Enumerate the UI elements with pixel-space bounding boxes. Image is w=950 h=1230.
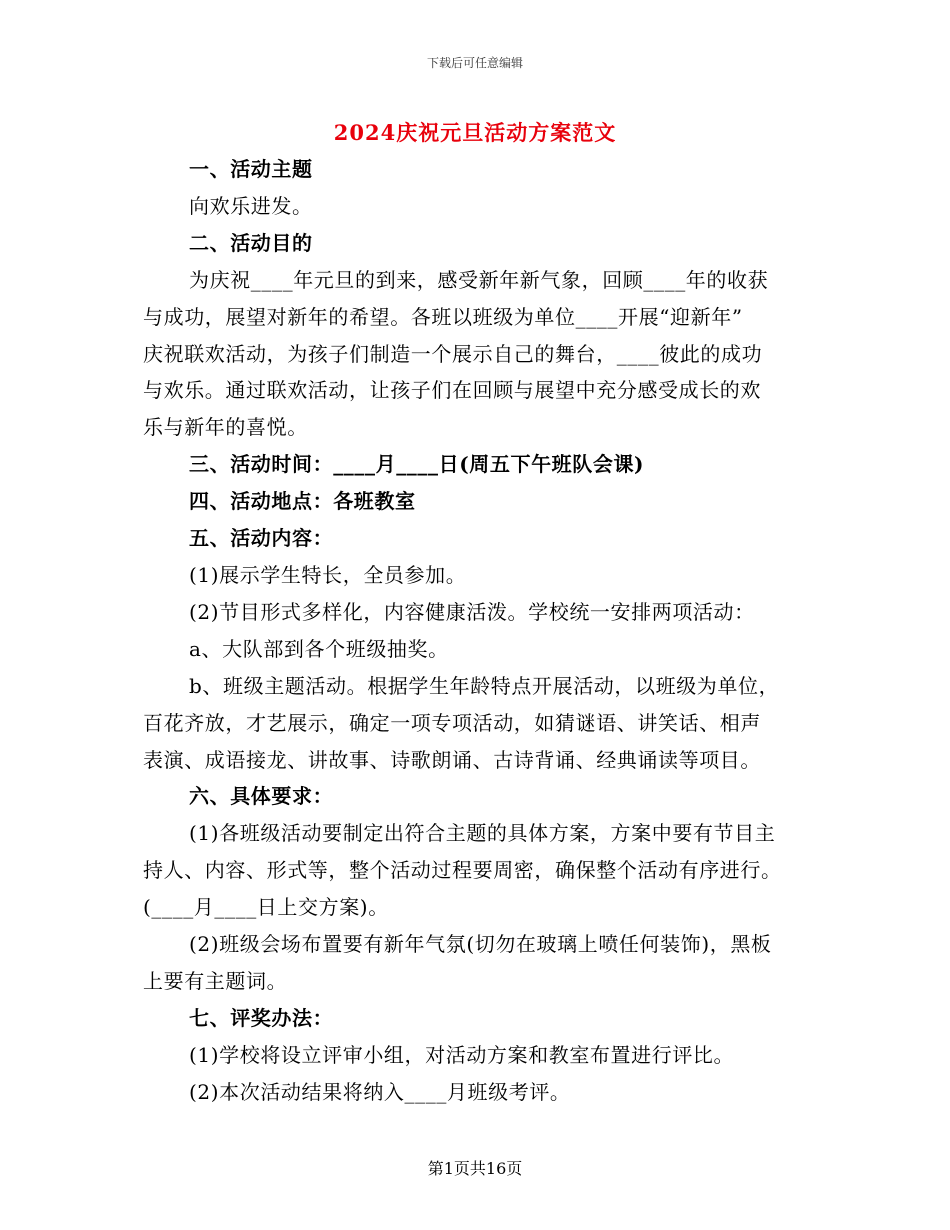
paragraph-line: 表演、成语接龙、讲故事、诗歌朗诵、古诗背诵、经典诵读等项目。 (143, 747, 761, 772)
paragraph-line: 庆祝联欢活动，为孩子们制造一个展示自己的舞台，____彼此的成功 (143, 341, 763, 366)
section-heading: 二、活动目的 (189, 230, 313, 255)
section-heading: 六、具体要求： (189, 784, 334, 809)
paragraph-line: 向欢乐进发。 (189, 193, 313, 218)
paragraph-line: (2)班级会场布置要有新年气氛(切勿在玻璃上喷任何装饰)，黑板 (189, 932, 772, 957)
section-heading: 七、评奖办法： (189, 1005, 334, 1030)
paragraph-line: 与成功，展望对新年的希望。各班以班级为单位____开展“迎新年” (143, 304, 743, 329)
paragraph-line: (2)本次活动结果将纳入____月班级考评。 (189, 1079, 571, 1104)
paragraph-line: (1)各班级活动要制定出符合主题的具体方案，方案中要有节目主 (189, 821, 776, 846)
paragraph-line: 百花齐放，才艺展示，确定一项专项活动，如猜谜语、讲笑话、相声 (143, 710, 761, 735)
header-note: 下载后可任意编辑 (426, 56, 523, 70)
section-heading: 五、活动内容： (189, 526, 334, 551)
paragraph-line: 与欢乐。通过联欢活动，让孩子们在回顾与展望中充分感受成长的欢 (143, 378, 761, 403)
section-heading: 三、活动时间：____月____日(周五下午班队会课) (189, 452, 645, 477)
section-heading: 一、活动主题 (189, 157, 313, 181)
paragraph-line: (2)节目形式多样化，内容健康活泼。学校统一安排两项活动： (189, 599, 755, 624)
paragraph-line: 为庆祝____年元旦的到来，感受新年新气象，回顾____年的收获 (189, 267, 769, 292)
paragraph-line: b、班级主题活动。根据学生年龄特点开展活动，以班级为单位， (189, 673, 780, 698)
paragraph-line: (1)展示学生特长，全员参加。 (189, 562, 467, 587)
paragraph-line: 持人、内容、形式等，整个活动过程要周密，确保整个活动有序进行。 (143, 858, 782, 883)
document-body (143, 151, 807, 1111)
paragraph-line: 上要有主题词。 (143, 968, 288, 993)
document-title: 2024庆祝元旦活动方案范文 (333, 120, 617, 145)
paragraph-line: a、大队部到各个班级抽奖。 (189, 636, 449, 661)
paragraph-line: (1)学校将设立评审小组，对活动方案和教室布置进行评比。 (189, 1042, 735, 1067)
page-footer: 第1页共16页 (427, 1159, 523, 1178)
section-heading: 四、活动地点：各班教室 (189, 489, 416, 514)
paragraph-line: (____月____日上交方案)。 (143, 895, 389, 920)
paragraph-line: 乐与新年的喜悦。 (143, 415, 308, 440)
